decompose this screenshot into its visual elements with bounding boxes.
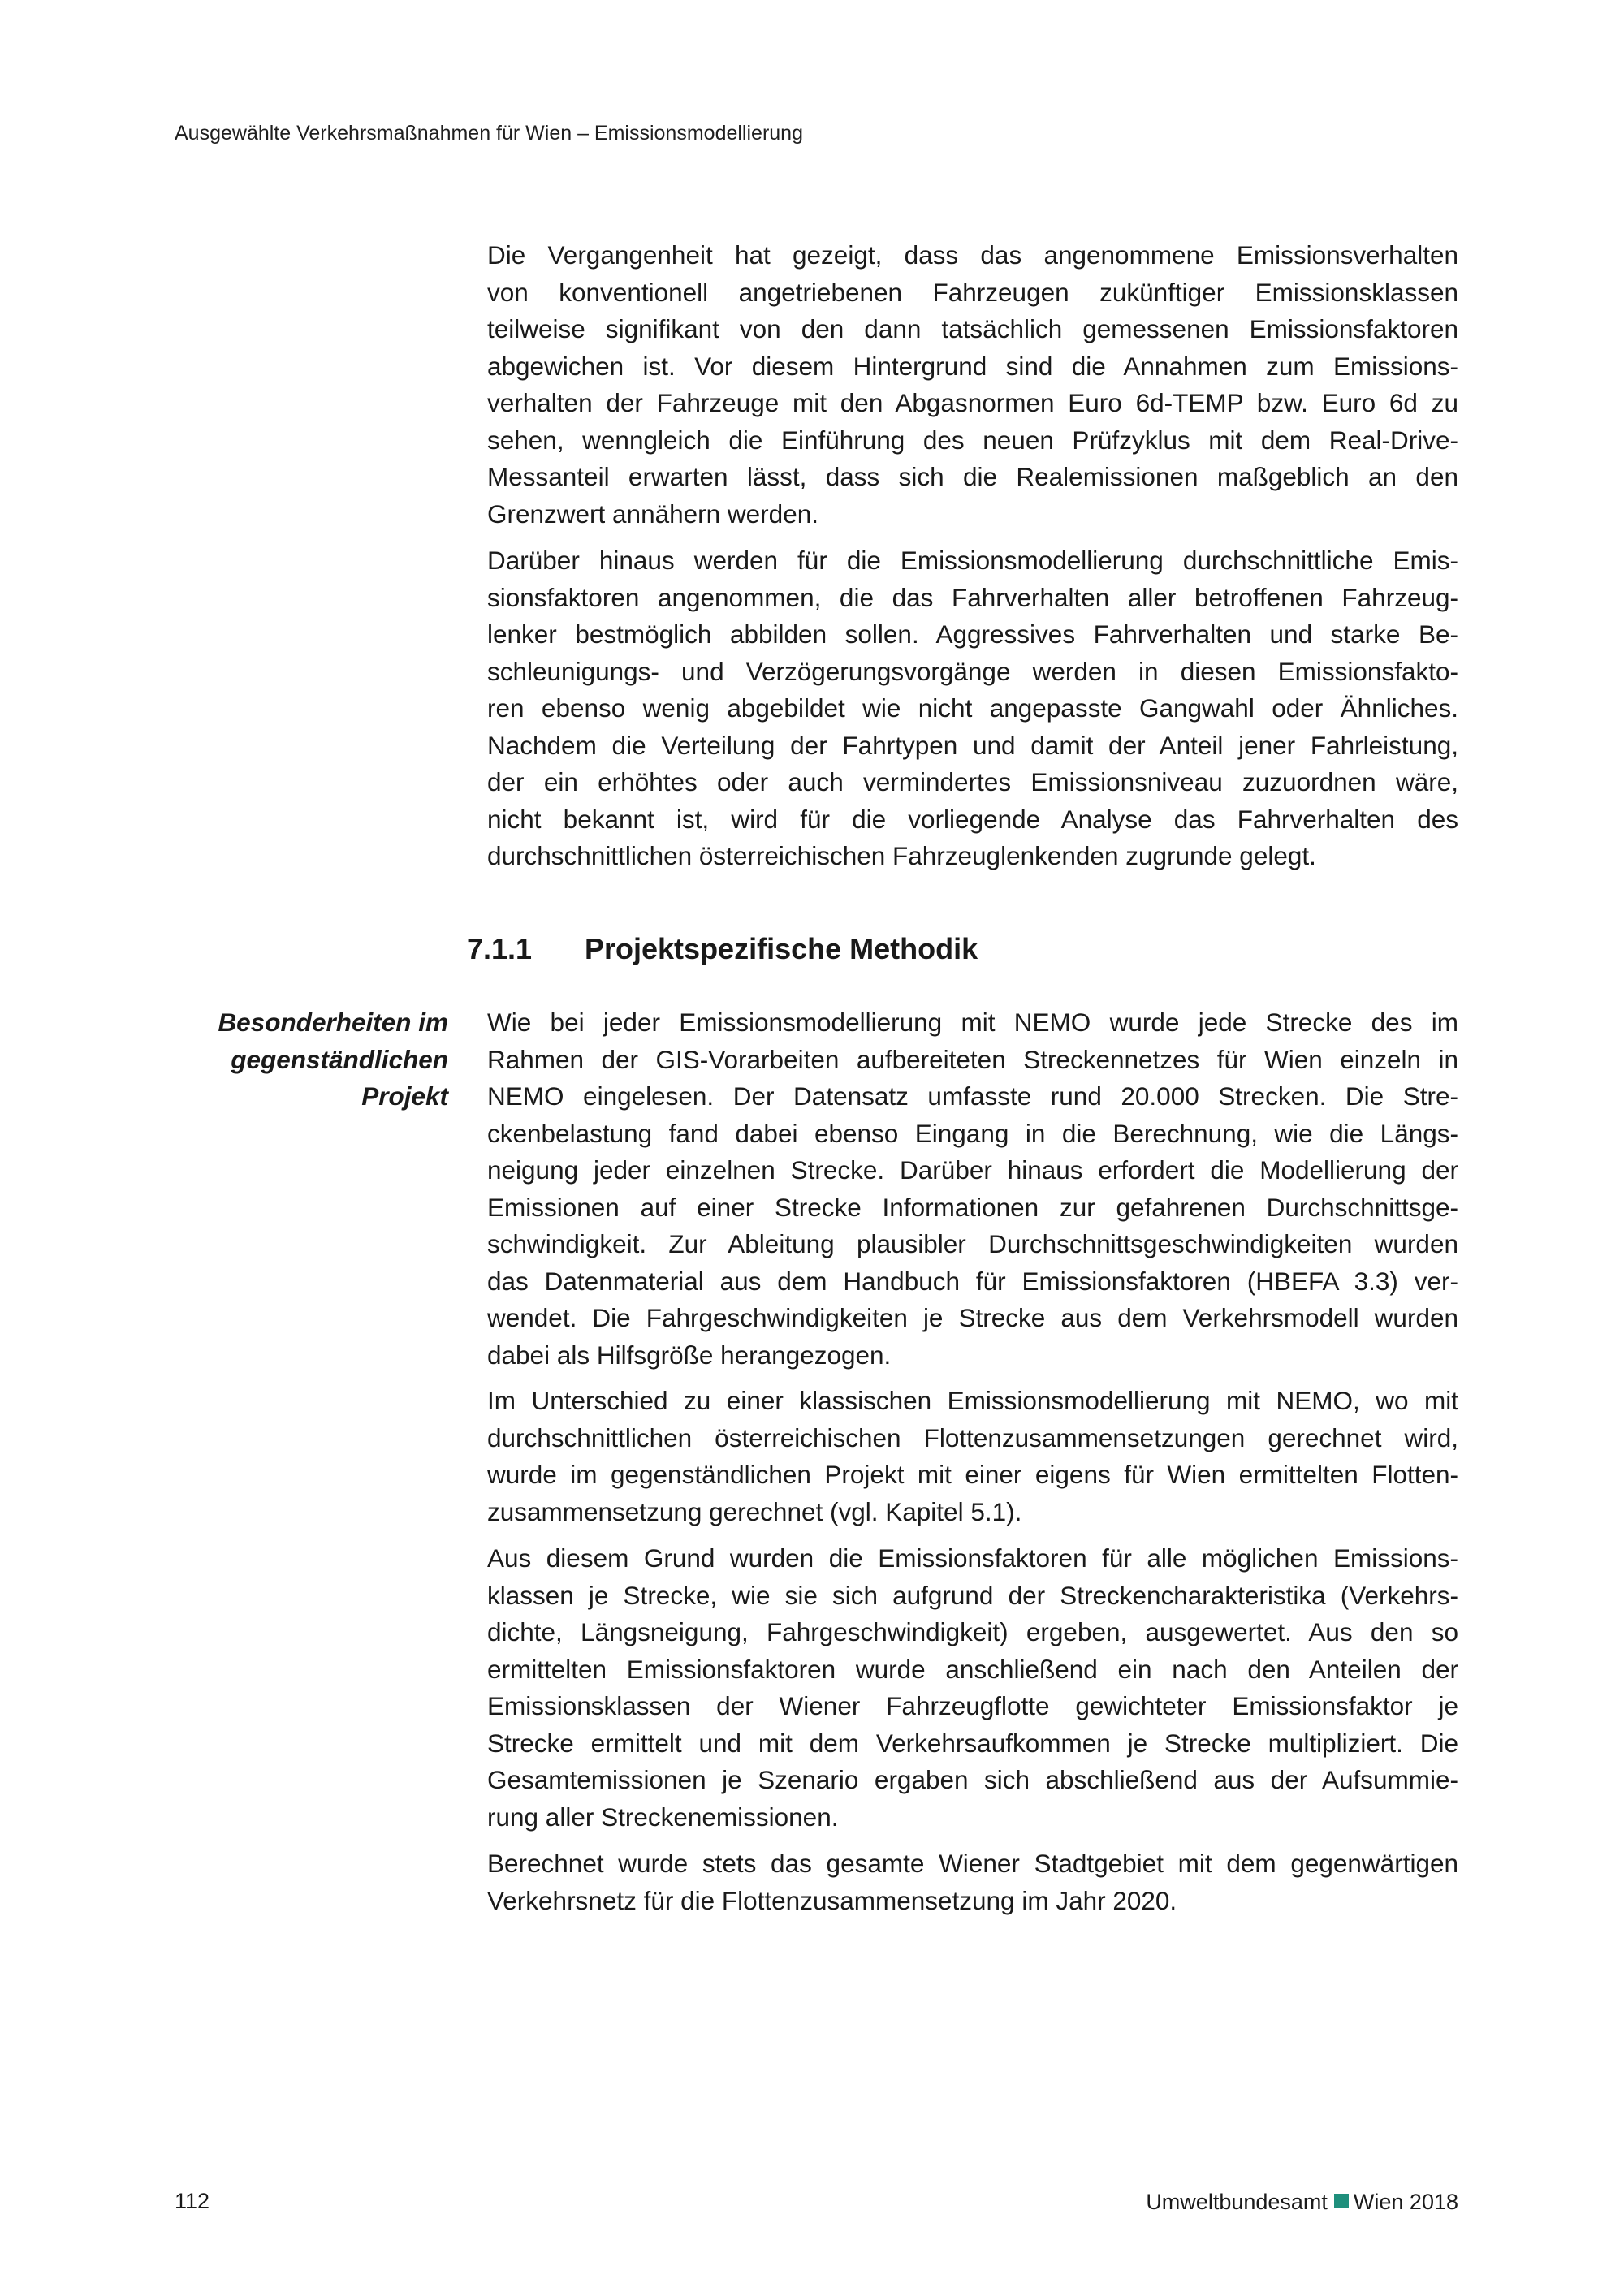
text-line: Nachdem die Verteilung der Fahrtypen und damit der Anteil jener Fahrleistung, (487, 730, 1458, 760)
text-line: NEMO eingelesen. Der Datensatz umfasste rund 20.000 Strecken. Die Stre- (487, 1081, 1458, 1111)
text-line: klassen je Strecke, wie sie sich aufgrund der Streckencharakteristika (Verkehrs- (487, 1580, 1458, 1610)
page-number: 112 (175, 2189, 210, 2213)
paragraph-text (487, 1004, 1458, 1374)
paragraph-section-1 (487, 1004, 1458, 1374)
paragraph-text (487, 1845, 1458, 1919)
text-line: wurde im gegenständlichen Projekt mit einer eigens für Wien ermittelten Flotten- (487, 1460, 1458, 1489)
text-line: dabei als Hilfsgröße herangezogen. (487, 1340, 892, 1370)
text-line: Berechnet wurde stets das gesamte Wiener Stadtgebiet mit dem gegenwärtigen (487, 1849, 1458, 1878)
paragraph-text (487, 542, 1458, 875)
margin-note-line: Besonderheiten im (218, 1008, 448, 1037)
text-line: Emissionen auf einer Strecke Informationen zur gefahrenen Durchschnittsge- (487, 1192, 1458, 1222)
text-line: rung aller Streckenemissionen. (487, 1802, 839, 1832)
margin-note (156, 1004, 448, 1116)
text-line: Aus diesem Grund wurden die Emissionsfaktoren für alle möglichen Emissions- (487, 1543, 1458, 1573)
text-line: neigung jeder einzelnen Strecke. Darüber hinaus erfordert die Modellierung der (487, 1155, 1458, 1185)
text-line: Gesamtemissionen je Szenario ergaben sich abschließend aus der Aufsummie- (487, 1765, 1458, 1794)
text-line: der ein erhöhtes oder auch vermindertes Emissionsniveau zuzuordnen wäre, (487, 767, 1458, 796)
text-line: schwindigkeit. Zur Ableitung plausibler Durchschnittsgeschwindigkeiten wurden (487, 1229, 1458, 1258)
text-line: Grenzwert annähern werden. (487, 498, 818, 529)
text-line: sehen, wenngleich die Einführung des neuen Prüfzyklus mit dem Real-Drive- (487, 425, 1458, 455)
margin-note-line: gegenständlichen (231, 1044, 448, 1074)
text-line: lenker bestmöglich abbilden sollen. Aggressives Fahrverhalten und starke Be- (487, 619, 1458, 649)
footer-publisher (1146, 2190, 1458, 2215)
text-line: teilweise signifikant von den dann tatsächlich gemessenen Emissionsfaktoren (487, 314, 1458, 343)
text-line: zusammensetzung gerechnet (vgl. Kapitel 5.1). (487, 1496, 1022, 1526)
section-heading (467, 932, 978, 966)
square-bullet-icon (1334, 2194, 1349, 2208)
text-line: Darüber hinaus werden für die Emissionsmodellierung durchschnittliche Emis- (487, 546, 1458, 575)
text-line: Wie bei jeder Emissionsmodellierung mit NEMO wurde jede Strecke des im (487, 1008, 1458, 1037)
text-line: wendet. Die Fahrgeschwindigkeiten je Strecke aus dem Verkehrsmodell wurden (487, 1303, 1458, 1332)
text-line: ermittelten Emissionsfaktoren wurde anschließend ein nach den Anteilen der (487, 1654, 1458, 1684)
text-line: ren ebenso wenig abgebildet wie nicht angepasste Gangwahl oder Ähnliches. (487, 693, 1458, 723)
paragraph-intro-1 (487, 237, 1458, 533)
text-line: Messanteil erwarten lässt, dass sich die Realemissionen maßgeblich an den (487, 462, 1458, 491)
paragraph-intro-2 (487, 542, 1458, 875)
paragraph-section-2 (487, 1383, 1458, 1530)
paragraph-text (487, 1383, 1458, 1530)
paragraph-text (487, 237, 1458, 533)
margin-note-line: Projekt (361, 1081, 448, 1111)
text-line: abgewichen ist. Vor diesem Hintergrund sind die Annahmen zum Emissions- (487, 351, 1458, 381)
paragraph-section-4 (487, 1845, 1458, 1919)
text-line: nicht bekannt ist, wird für die vorliegende Analyse das Fahrverhalten des (487, 804, 1458, 834)
text-line: schleunigungs- und Verzögerungsvorgänge werden in diesen Emissionsfakto- (487, 656, 1458, 686)
text-line: von konventionell angetriebenen Fahrzeugen zukünftiger Emissionsklassen (487, 277, 1458, 307)
text-line: Emissionsklassen der Wiener Fahrzeugflotte gewichteter Emissionsfaktor je (487, 1691, 1458, 1720)
text-line: sionsfaktoren angenommen, die das Fahrverhalten aller betroffenen Fahrzeug- (487, 582, 1458, 612)
text-line: Die Vergangenheit hat gezeigt, dass das angenommene Emissionsverhalten (487, 240, 1458, 270)
text-line: verhalten der Fahrzeuge mit den Abgasnormen Euro 6d-TEMP bzw. Euro 6d zu (487, 388, 1458, 417)
section-number: 7.1.1 (467, 932, 533, 965)
publisher-name: Umweltbundesamt (1146, 2190, 1328, 2214)
text-line: Verkehrsnetz für die Flottenzusammensetzung im Jahr 2020. (487, 1885, 1177, 1915)
text-line: ckenbelastung fand dabei ebenso Eingang in die Berechnung, wie die Längs- (487, 1118, 1458, 1148)
text-line: durchschnittlichen österreichischen Flottenzusammensetzungen gerechnet wird, (487, 1422, 1458, 1452)
text-line: Strecke ermittelt und mit dem Verkehrsaufkommen je Strecke multipliziert. Die (487, 1728, 1458, 1758)
running-header: Ausgewählte Verkehrsmaßnahmen für Wien – Emissionsmodellierung (175, 122, 803, 145)
text-line: durchschnittlichen österreichischen Fahrzeuglenkenden zugrunde gelegt. (487, 841, 1316, 870)
text-line: dichte, Längsneigung, Fahrgeschwindigkeit) ergeben, ausgewertet. Aus den so (487, 1617, 1458, 1646)
text-line: Im Unterschied zu einer klassischen Emissionsmodellierung mit NEMO, wo mit (487, 1386, 1458, 1415)
text-line: das Datenmaterial aus dem Handbuch für Emissionsfaktoren (HBEFA 3.3) ver- (487, 1266, 1458, 1296)
paragraph-section-3 (487, 1540, 1458, 1836)
publication-place-year: Wien 2018 (1353, 2190, 1458, 2214)
text-line: Rahmen der GIS-Vorarbeiten aufbereiteten Streckennetzes für Wien einzeln in (487, 1044, 1458, 1074)
section-title: Projektspezifische Methodik (585, 932, 978, 965)
paragraph-text (487, 1540, 1458, 1836)
